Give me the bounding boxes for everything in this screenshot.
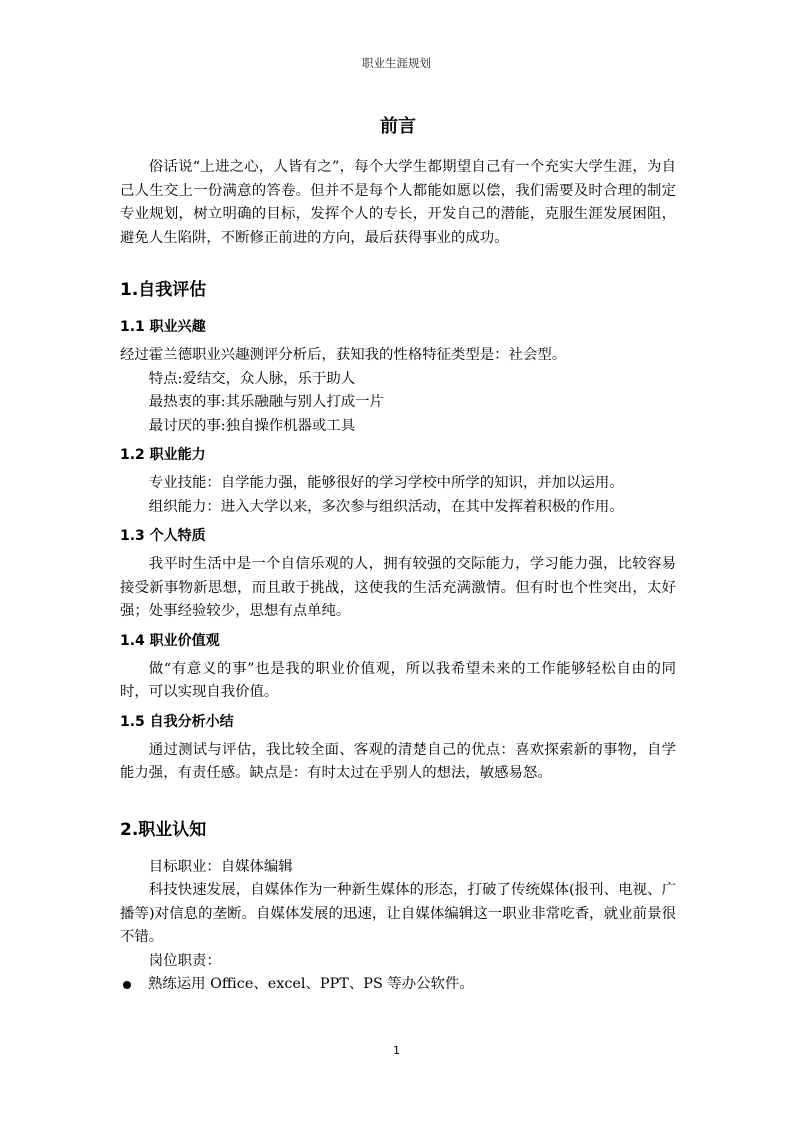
- page-header: 职业生涯规划: [362, 56, 431, 70]
- ability-skill: 专业技能：自学能力强，能够很好的学习学校中所学的知识，并加以运用。: [148, 475, 624, 491]
- section-1-2-heading: 1.2 职业能力: [120, 447, 206, 463]
- bullet-dot-icon: [123, 981, 131, 989]
- interest-dislike: 最讨厌的事:独自操作机器或工具: [148, 417, 356, 434]
- section-1-heading: 1.自我评估: [120, 280, 207, 300]
- section-1-1-heading: 1.1 职业兴趣: [120, 319, 206, 335]
- career-body: 科技快速发展，自媒体作为一种新生媒体的形态，打破了传统媒体(报刊、电视、广播等)对信息的垄断。自媒体发展的迅速，让自媒体编辑这一职业非常吃香，就业前景很不错。: [120, 882, 676, 945]
- section-1-3-heading: 1.3 个人特质: [120, 528, 206, 544]
- interest-trait: 特点:爱结交，众人脉，乐于助人: [148, 370, 356, 387]
- section-1-4-heading: 1.4 职业价值观: [120, 632, 220, 649]
- list-item: [120, 973, 676, 997]
- preface-title: 前言: [380, 116, 416, 137]
- target-career: 目标职业：自媒体编辑: [148, 858, 293, 875]
- preface-body: 俗话说“上进之心，人皆有之”，每个大学生都期望自己有一个充实大学生涯，为自己人生交上一份满意的答卷。但并不是每个人都能如愿以偿，我们需要及时合理的制定专业规划，树立明确的目标，发挥个人的专长，开发自己的潜能，克服生涯发展困阻，避免人生陷阱，不断修正前进的方向，最后获得事业的成功。: [120, 159, 676, 246]
- page-number: 1: [393, 1044, 400, 1057]
- section-2-heading: 2.职业认知: [120, 819, 207, 840]
- duties-label: 岗位职责：: [148, 952, 221, 969]
- page-content: [120, 108, 676, 997]
- ability-organization: 组织能力：进入大学以来，多次参与组织活动，在其中发挥着积极的作用。: [148, 498, 624, 515]
- interest-intro: 经过霍兰德职业兴趣测评分析后，获知我的性格特征类型是：社会型。: [120, 347, 567, 363]
- values-body: 做“有意义的事”也是我的职业价值观，所以我希望未来的工作能够轻松自由的同时，可以实现自我价值。: [120, 660, 676, 700]
- interest-favorite: 最热衷的事:其乐融融与别人打成一片: [148, 394, 384, 410]
- list-item-text: 熟练运用 Office、excel、PPT、PS 等办公软件。: [148, 976, 474, 992]
- summary-body: 通过测试与评估，我比较全面、客观的清楚自己的优点：喜欢探索新的事物，自学能力强，有责任感。缺点是：有时太过在乎别人的想法，敏感易怒。: [120, 741, 676, 781]
- section-1-5-heading: 1.5 自我分析小结: [120, 713, 234, 730]
- traits-body: 我平时生活中是一个自信乐观的人，拥有较强的交际能力，学习能力强，比较容易接受新事物新思想，而且敢于挑战，这使我的生活充满激情。但有时也个性突出，太好强；处事经验较少，思想有点单纯。: [120, 556, 676, 619]
